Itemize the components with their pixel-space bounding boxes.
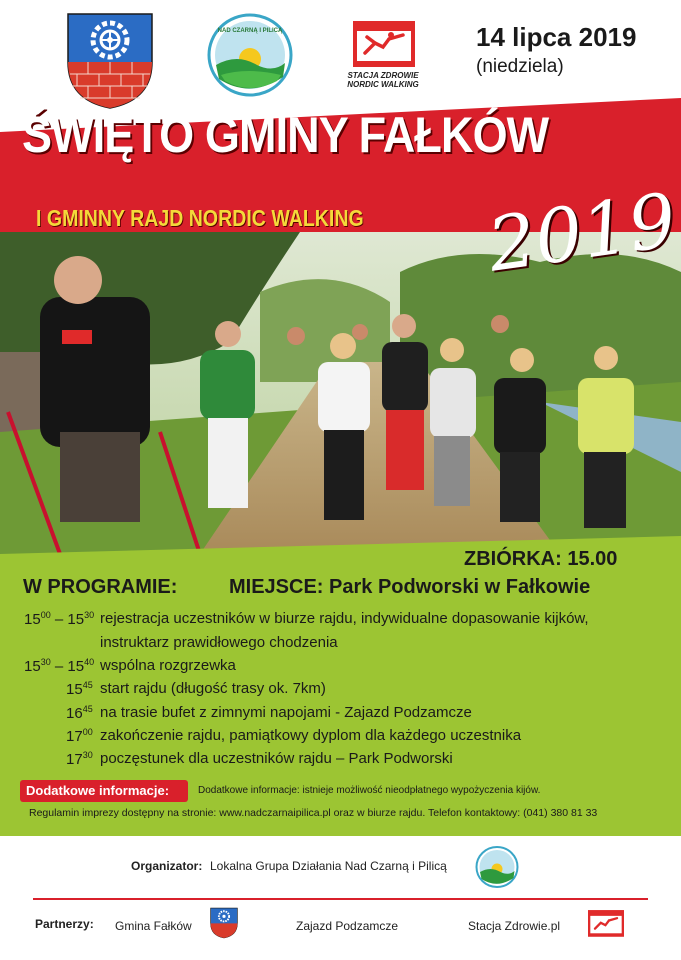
nordic-walking-photo (0, 232, 681, 554)
event-title: ŚWIĘTO GMINY FAŁKÓW (22, 107, 549, 163)
gathering-time: ZBIÓRKA: 15.00 (464, 548, 618, 570)
schedule-time: $15^{30} - 15^{40}$ (24, 657, 95, 675)
footer-divider (33, 898, 648, 900)
lgd-small-logo-icon (475, 846, 519, 888)
schedule-time: $17^{30}$ (66, 750, 93, 768)
gmina-small-coat-icon (210, 906, 238, 940)
schedule-item: rejestracja uczestników w biurze rajdu, indywidualne dopasowanie kijków, (100, 610, 589, 627)
partner-gmina: Gmina Fałków (115, 919, 192, 933)
stacja-zdrowie-small-logo-icon (588, 910, 624, 938)
organizer-label: Organizator: (131, 859, 203, 873)
organizer-name: Lokalna Grupa Działania Nad Czarną i Pilicą (210, 859, 447, 873)
venue: MIEJSCE: Park Podworski w Fałkowie (229, 576, 591, 598)
additional-info-label: Dodatkowe informacje: (26, 783, 170, 798)
partners-label: Partnerzy: (35, 917, 94, 931)
svg-text:NAD CZARNĄ I PILICĄ: NAD CZARNĄ I PILICĄ (217, 28, 283, 34)
partner-stacja-zdrowie: Stacja Zdrowie.pl (468, 919, 561, 933)
schedule-item: na trasie bufet z zimnymi napojami - Zajazd Podzamcze (100, 704, 472, 721)
schedule-time: $17^{00}$ (66, 727, 93, 745)
schedule-item: wspólna rozgrzewka (100, 657, 236, 674)
lgd-logo-icon (207, 13, 293, 97)
stacja-zdrowie-caption: STACJA ZDROWIE NORDIC WALKING (347, 71, 419, 89)
schedule-time: $16^{45}$ (66, 704, 93, 722)
schedule-item: poczęstunek dla uczestników rajdu – Park Podworski (100, 750, 453, 767)
schedule-item-continued: instruktarz prawidłowego chodzenia (100, 634, 338, 651)
gmina-coat-of-arms-icon (66, 12, 154, 110)
event-date: 14 lipca 2019 (476, 22, 637, 52)
schedule-item: zakończenie rajdu, pamiątkowy dyplom dla każdego uczestnika (100, 727, 522, 744)
event-year: 2019 (482, 177, 681, 289)
stacja-zdrowie-logo-icon (353, 21, 415, 69)
event-weekday: (niedziela) (476, 56, 564, 77)
schedule-item: start rajdu (długość trasy ok. 7km) (100, 680, 326, 697)
schedule-time: $15^{45}$ (66, 680, 93, 698)
event-subtitle: I GMINNY RAJD NORDIC WALKING (36, 205, 364, 231)
additional-info-text: Dodatkowe informacje: istnieje możliwość nieodpłatnego wypożyczenia kijów. (198, 785, 541, 796)
partner-zajazd: Zajazd Podzamcze (296, 919, 399, 933)
program-heading: W PROGRAMIE: (23, 576, 178, 598)
schedule-time: $15^{00} - 15^{30}$ (24, 610, 95, 628)
regulations-contact: Regulamin imprezy dostępny na stronie: www.nadczarnaipilica.pl oraz w biurze rajdu. Telefon kontaktowy: (041) 380 81 33 (29, 807, 598, 819)
